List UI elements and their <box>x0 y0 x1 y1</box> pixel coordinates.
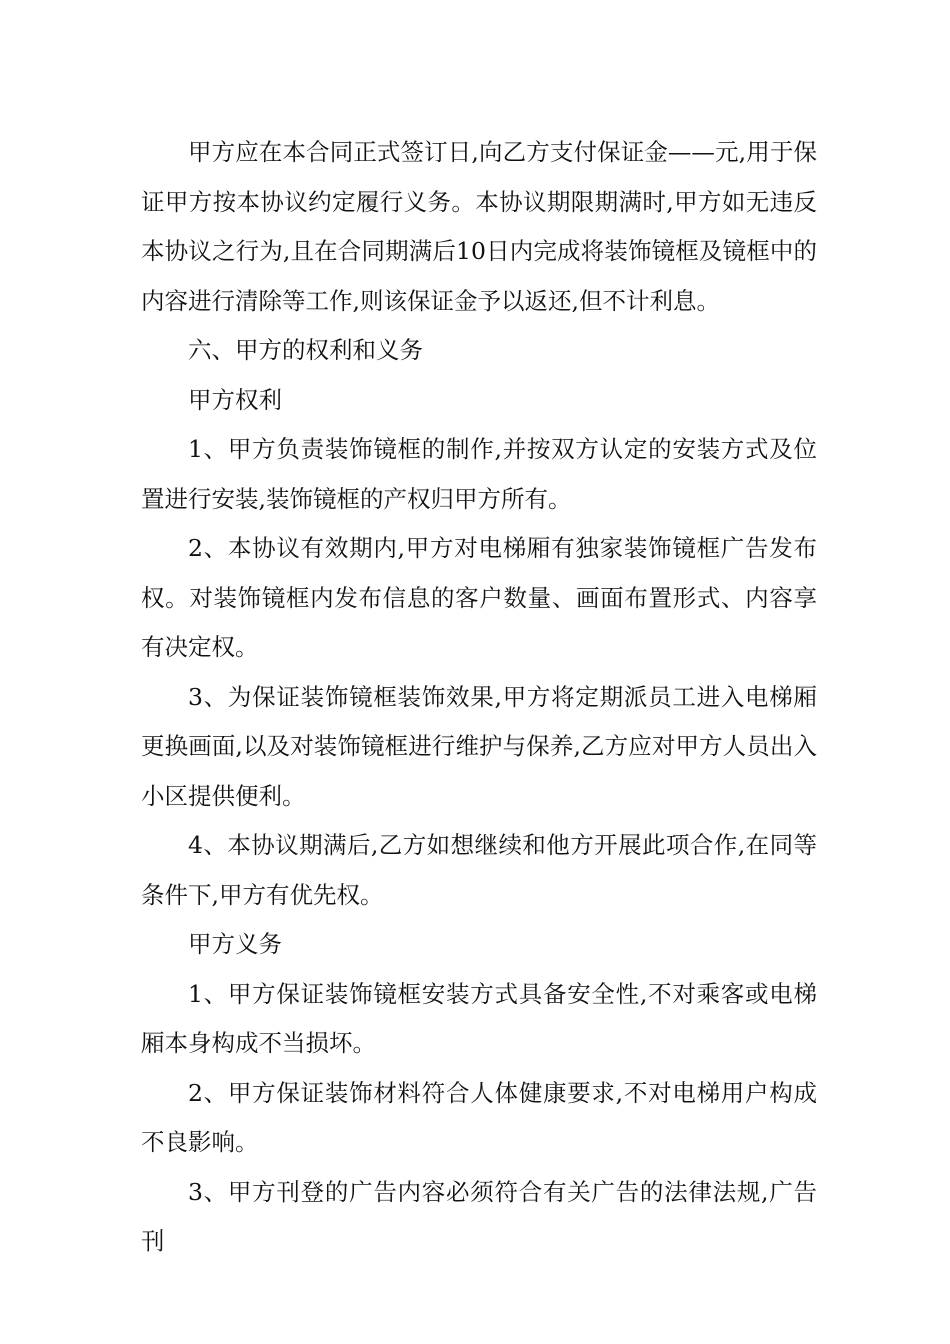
paragraph-obligation-1: 1、甲方保证装饰镜框安装方式具备安全性,不对乘客或电梯厢本身构成不当损坏。 <box>141 979 817 1057</box>
paragraph-right-4: 4、本协议期满后,乙方如想继续和他方开展此项合作,在同等条件下,甲方有优先权。 <box>141 831 817 909</box>
subheading-party-a-rights: 甲方权利 <box>188 385 282 414</box>
section-heading-party-a-rights-obligations: 六、甲方的权利和义务 <box>188 336 423 364</box>
paragraph-right-2: 2、本协议有效期内,甲方对电梯厢有独家装饰镜框广告发布权。对装饰镜框内发布信息的客户数量、画面布置形式、内容享有决定权。 <box>141 534 817 661</box>
subheading-party-a-obligations: 甲方义务 <box>188 930 282 958</box>
paragraph-right-1: 1、甲方负责装饰镜框的制作,并按双方认定的安装方式及位置进行安装,装饰镜框的产权归甲方所有。 <box>141 435 817 513</box>
paragraph-obligation-3: 3、甲方刊登的广告内容必须符合有关广告的法律法规,广告刊 <box>141 1177 817 1255</box>
document-body <box>141 128 817 1267</box>
paragraph-deposit: 甲方应在本合同正式签订日,向乙方支付保证金——元,用于保证甲方按本协议约定履行义务。本协议期限期满时,甲方如无违反本协议之行为,且在合同期满后10日内完成将装饰镜框及镜框中的内容进行清除等工作,则该保证金予以返还,但不计利息。 <box>141 138 817 315</box>
paragraph-obligation-2: 2、甲方保证装饰材料符合人体健康要求,不对电梯用户构成不良影响。 <box>141 1078 817 1156</box>
paragraph-right-3: 3、为保证装饰镜框装饰效果,甲方将定期派员工进入电梯厢更换画面,以及对装饰镜框进行维护与保养,乙方应对甲方人员出入小区提供便利。 <box>141 682 817 810</box>
